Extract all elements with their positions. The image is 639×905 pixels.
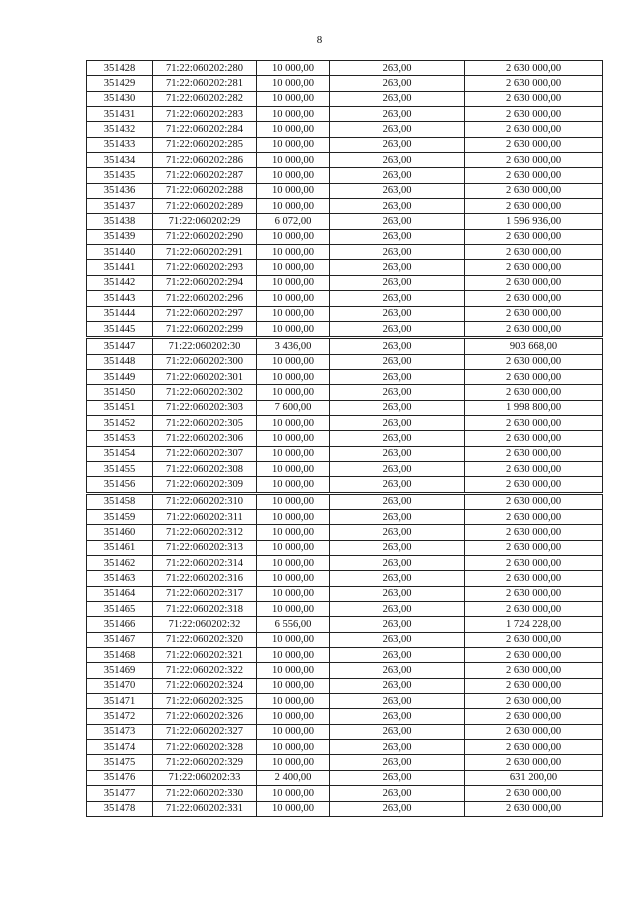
record-number-cell: 351476 <box>87 770 153 785</box>
record-number-cell: 351461 <box>87 540 153 555</box>
cadastral-value-cell: 2 630 000,00 <box>465 107 603 122</box>
record-number-cell: 351429 <box>87 76 153 91</box>
rate-cell: 263,00 <box>330 801 465 816</box>
record-number-cell: 351432 <box>87 122 153 137</box>
table-row <box>87 678 603 693</box>
cadastral-number-cell: 71:22:060202:30 <box>153 338 257 354</box>
cadastral-value-cell: 2 630 000,00 <box>465 260 603 275</box>
cadastral-value-cell: 1 724 228,00 <box>465 617 603 632</box>
area-cell: 6 556,00 <box>257 617 330 632</box>
cadastral-value-cell: 2 630 000,00 <box>465 137 603 152</box>
cadastral-value-cell: 2 630 000,00 <box>465 306 603 321</box>
area-cell: 10 000,00 <box>257 183 330 198</box>
table-row <box>87 617 603 632</box>
cadastral-number-cell: 71:22:060202:313 <box>153 540 257 555</box>
table-row <box>87 107 603 122</box>
record-number-cell: 351428 <box>87 61 153 76</box>
cadastral-number-cell: 71:22:060202:324 <box>153 678 257 693</box>
rate-cell: 263,00 <box>330 617 465 632</box>
record-number-cell: 351441 <box>87 260 153 275</box>
cadastral-value-cell: 2 630 000,00 <box>465 571 603 586</box>
table-row <box>87 338 603 354</box>
record-number-cell: 351464 <box>87 586 153 601</box>
cadastral-number-cell: 71:22:060202:320 <box>153 632 257 647</box>
table-row <box>87 632 603 647</box>
table-row <box>87 571 603 586</box>
rate-cell: 263,00 <box>330 168 465 183</box>
cadastral-number-cell: 71:22:060202:329 <box>153 755 257 770</box>
rate-cell: 263,00 <box>330 770 465 785</box>
cadastral-number-cell: 71:22:060202:326 <box>153 709 257 724</box>
rate-cell: 263,00 <box>330 755 465 770</box>
area-cell: 10 000,00 <box>257 369 330 384</box>
table-row <box>87 431 603 446</box>
record-number-cell: 351467 <box>87 632 153 647</box>
area-cell: 10 000,00 <box>257 632 330 647</box>
cadastral-value-cell: 2 630 000,00 <box>465 415 603 430</box>
table-row <box>87 724 603 739</box>
table-row <box>87 461 603 476</box>
rate-cell: 263,00 <box>330 431 465 446</box>
area-cell: 10 000,00 <box>257 461 330 476</box>
rate-cell: 263,00 <box>330 61 465 76</box>
cadastral-value-cell: 2 630 000,00 <box>465 678 603 693</box>
cadastral-value-cell: 631 200,00 <box>465 770 603 785</box>
rate-cell: 263,00 <box>330 493 465 509</box>
area-cell: 10 000,00 <box>257 740 330 755</box>
record-number-cell: 351462 <box>87 556 153 571</box>
record-number-cell: 351474 <box>87 740 153 755</box>
cadastral-number-cell: 71:22:060202:309 <box>153 477 257 493</box>
table-row <box>87 786 603 801</box>
cadastral-number-cell: 71:22:060202:287 <box>153 168 257 183</box>
area-cell: 10 000,00 <box>257 61 330 76</box>
table-row <box>87 369 603 384</box>
cadastral-value-cell: 2 630 000,00 <box>465 786 603 801</box>
table-row <box>87 183 603 198</box>
cadastral-number-cell: 71:22:060202:285 <box>153 137 257 152</box>
record-number-cell: 351439 <box>87 229 153 244</box>
rate-cell: 263,00 <box>330 137 465 152</box>
area-cell: 10 000,00 <box>257 122 330 137</box>
area-cell: 3 436,00 <box>257 338 330 354</box>
table-row <box>87 755 603 770</box>
cadastral-number-cell: 71:22:060202:302 <box>153 385 257 400</box>
rate-cell: 263,00 <box>330 556 465 571</box>
cadastral-value-cell: 2 630 000,00 <box>465 801 603 816</box>
record-number-cell: 351460 <box>87 525 153 540</box>
cadastral-number-cell: 71:22:060202:293 <box>153 260 257 275</box>
cadastral-value-cell: 2 630 000,00 <box>465 183 603 198</box>
cadastral-value-cell: 2 630 000,00 <box>465 493 603 509</box>
area-cell: 10 000,00 <box>257 91 330 106</box>
rate-cell: 263,00 <box>330 477 465 493</box>
cadastral-value-cell: 2 630 000,00 <box>465 61 603 76</box>
record-number-cell: 351469 <box>87 663 153 678</box>
area-cell: 10 000,00 <box>257 385 330 400</box>
record-number-cell: 351450 <box>87 385 153 400</box>
rate-cell: 263,00 <box>330 76 465 91</box>
record-number-cell: 351442 <box>87 275 153 290</box>
rate-cell: 263,00 <box>330 214 465 229</box>
land-parcel-table <box>86 60 603 817</box>
record-number-cell: 351451 <box>87 400 153 415</box>
area-cell: 10 000,00 <box>257 306 330 321</box>
cadastral-number-cell: 71:22:060202:312 <box>153 525 257 540</box>
rate-cell: 263,00 <box>330 291 465 306</box>
cadastral-value-cell: 1 998 800,00 <box>465 400 603 415</box>
area-cell: 10 000,00 <box>257 153 330 168</box>
cadastral-value-cell: 2 630 000,00 <box>465 540 603 555</box>
table-row <box>87 477 603 493</box>
rate-cell: 263,00 <box>330 107 465 122</box>
cadastral-value-cell: 2 630 000,00 <box>465 321 603 337</box>
rate-cell: 263,00 <box>330 648 465 663</box>
table-row <box>87 709 603 724</box>
cadastral-value-cell: 1 596 936,00 <box>465 214 603 229</box>
table-row <box>87 122 603 137</box>
cadastral-value-cell: 2 630 000,00 <box>465 199 603 214</box>
cadastral-value-cell: 2 630 000,00 <box>465 556 603 571</box>
area-cell: 10 000,00 <box>257 321 330 337</box>
table-row <box>87 168 603 183</box>
table-row <box>87 76 603 91</box>
table-row <box>87 400 603 415</box>
cadastral-number-cell: 71:22:060202:283 <box>153 107 257 122</box>
record-number-cell: 351435 <box>87 168 153 183</box>
rate-cell: 263,00 <box>330 740 465 755</box>
area-cell: 10 000,00 <box>257 446 330 461</box>
cadastral-number-cell: 71:22:060202:317 <box>153 586 257 601</box>
rate-cell: 263,00 <box>330 199 465 214</box>
area-cell: 10 000,00 <box>257 107 330 122</box>
area-cell: 10 000,00 <box>257 586 330 601</box>
cadastral-value-cell: 2 630 000,00 <box>465 245 603 260</box>
cadastral-value-cell: 2 630 000,00 <box>465 153 603 168</box>
table-row <box>87 321 603 337</box>
cadastral-value-cell: 2 630 000,00 <box>465 431 603 446</box>
record-number-cell: 351471 <box>87 694 153 709</box>
area-cell: 10 000,00 <box>257 755 330 770</box>
cadastral-number-cell: 71:22:060202:325 <box>153 694 257 709</box>
cadastral-number-cell: 71:22:060202:314 <box>153 556 257 571</box>
area-cell: 10 000,00 <box>257 648 330 663</box>
record-number-cell: 351463 <box>87 571 153 586</box>
cadastral-number-cell: 71:22:060202:307 <box>153 446 257 461</box>
cadastral-value-cell: 2 630 000,00 <box>465 168 603 183</box>
area-cell: 10 000,00 <box>257 415 330 430</box>
table-row <box>87 275 603 290</box>
cadastral-number-cell: 71:22:060202:328 <box>153 740 257 755</box>
record-number-cell: 351472 <box>87 709 153 724</box>
cadastral-value-cell: 2 630 000,00 <box>465 632 603 647</box>
record-number-cell: 351453 <box>87 431 153 446</box>
cadastral-value-cell: 2 630 000,00 <box>465 694 603 709</box>
cadastral-value-cell: 2 630 000,00 <box>465 275 603 290</box>
cadastral-value-cell: 2 630 000,00 <box>465 740 603 755</box>
cadastral-number-cell: 71:22:060202:300 <box>153 354 257 369</box>
rate-cell: 263,00 <box>330 525 465 540</box>
table-row <box>87 556 603 571</box>
area-cell: 10 000,00 <box>257 275 330 290</box>
cadastral-number-cell: 71:22:060202:303 <box>153 400 257 415</box>
area-cell: 10 000,00 <box>257 663 330 678</box>
area-cell: 10 000,00 <box>257 260 330 275</box>
rate-cell: 263,00 <box>330 724 465 739</box>
record-number-cell: 351445 <box>87 321 153 337</box>
cadastral-number-cell: 71:22:060202:311 <box>153 509 257 524</box>
rate-cell: 263,00 <box>330 602 465 617</box>
table-row <box>87 291 603 306</box>
record-number-cell: 351456 <box>87 477 153 493</box>
area-cell: 10 000,00 <box>257 76 330 91</box>
table-row <box>87 694 603 709</box>
cadastral-value-cell: 2 630 000,00 <box>465 663 603 678</box>
cadastral-number-cell: 71:22:060202:321 <box>153 648 257 663</box>
rate-cell: 263,00 <box>330 275 465 290</box>
cadastral-number-cell: 71:22:060202:288 <box>153 183 257 198</box>
record-number-cell: 351459 <box>87 509 153 524</box>
cadastral-number-cell: 71:22:060202:296 <box>153 291 257 306</box>
rate-cell: 263,00 <box>330 245 465 260</box>
record-number-cell: 351478 <box>87 801 153 816</box>
cadastral-number-cell: 71:22:060202:316 <box>153 571 257 586</box>
rate-cell: 263,00 <box>330 260 465 275</box>
table-row <box>87 770 603 785</box>
table-row <box>87 354 603 369</box>
cadastral-value-cell: 2 630 000,00 <box>465 446 603 461</box>
cadastral-number-cell: 71:22:060202:331 <box>153 801 257 816</box>
cadastral-value-cell: 2 630 000,00 <box>465 509 603 524</box>
rate-cell: 263,00 <box>330 321 465 337</box>
cadastral-value-cell: 2 630 000,00 <box>465 229 603 244</box>
rate-cell: 263,00 <box>330 183 465 198</box>
cadastral-value-cell: 2 630 000,00 <box>465 586 603 601</box>
area-cell: 10 000,00 <box>257 540 330 555</box>
area-cell: 10 000,00 <box>257 602 330 617</box>
area-cell: 6 072,00 <box>257 214 330 229</box>
record-number-cell: 351438 <box>87 214 153 229</box>
record-number-cell: 351470 <box>87 678 153 693</box>
record-number-cell: 351440 <box>87 245 153 260</box>
cadastral-value-cell: 903 668,00 <box>465 338 603 354</box>
record-number-cell: 351433 <box>87 137 153 152</box>
table-row <box>87 509 603 524</box>
area-cell: 2 400,00 <box>257 770 330 785</box>
rate-cell: 263,00 <box>330 571 465 586</box>
record-number-cell: 351434 <box>87 153 153 168</box>
rate-cell: 263,00 <box>330 369 465 384</box>
table-row <box>87 602 603 617</box>
rate-cell: 263,00 <box>330 586 465 601</box>
area-cell: 10 000,00 <box>257 801 330 816</box>
cadastral-number-cell: 71:22:060202:297 <box>153 306 257 321</box>
table-row <box>87 525 603 540</box>
cadastral-value-cell: 2 630 000,00 <box>465 291 603 306</box>
cadastral-number-cell: 71:22:060202:330 <box>153 786 257 801</box>
cadastral-value-cell: 2 630 000,00 <box>465 602 603 617</box>
cadastral-value-cell: 2 630 000,00 <box>465 755 603 770</box>
rate-cell: 263,00 <box>330 694 465 709</box>
cadastral-number-cell: 71:22:060202:280 <box>153 61 257 76</box>
rate-cell: 263,00 <box>330 122 465 137</box>
rate-cell: 263,00 <box>330 91 465 106</box>
record-number-cell: 351477 <box>87 786 153 801</box>
table-row <box>87 91 603 106</box>
area-cell: 10 000,00 <box>257 525 330 540</box>
area-cell: 10 000,00 <box>257 786 330 801</box>
page-number: 8 <box>316 34 323 46</box>
table-row <box>87 648 603 663</box>
cadastral-number-cell: 71:22:060202:294 <box>153 275 257 290</box>
rate-cell: 263,00 <box>330 786 465 801</box>
cadastral-number-cell: 71:22:060202:322 <box>153 663 257 678</box>
record-number-cell: 351444 <box>87 306 153 321</box>
record-number-cell: 351468 <box>87 648 153 663</box>
cadastral-value-cell: 2 630 000,00 <box>465 354 603 369</box>
cadastral-number-cell: 71:22:060202:33 <box>153 770 257 785</box>
record-number-cell: 351466 <box>87 617 153 632</box>
cadastral-number-cell: 71:22:060202:290 <box>153 229 257 244</box>
cadastral-number-cell: 71:22:060202:291 <box>153 245 257 260</box>
rate-cell: 263,00 <box>330 306 465 321</box>
table-row <box>87 245 603 260</box>
table-row <box>87 801 603 816</box>
record-number-cell: 351465 <box>87 602 153 617</box>
cadastral-number-cell: 71:22:060202:318 <box>153 602 257 617</box>
table-row <box>87 137 603 152</box>
rate-cell: 263,00 <box>330 446 465 461</box>
cadastral-number-cell: 71:22:060202:310 <box>153 493 257 509</box>
record-number-cell: 351431 <box>87 107 153 122</box>
record-number-cell: 351449 <box>87 369 153 384</box>
cadastral-number-cell: 71:22:060202:289 <box>153 199 257 214</box>
record-number-cell: 351436 <box>87 183 153 198</box>
area-cell: 10 000,00 <box>257 354 330 369</box>
table-row <box>87 540 603 555</box>
area-cell: 10 000,00 <box>257 199 330 214</box>
area-cell: 10 000,00 <box>257 229 330 244</box>
record-number-cell: 351448 <box>87 354 153 369</box>
cadastral-value-cell: 2 630 000,00 <box>465 91 603 106</box>
area-cell: 10 000,00 <box>257 431 330 446</box>
table-row <box>87 229 603 244</box>
area-cell: 10 000,00 <box>257 571 330 586</box>
area-cell: 10 000,00 <box>257 137 330 152</box>
cadastral-number-cell: 71:22:060202:286 <box>153 153 257 168</box>
record-number-cell: 351447 <box>87 338 153 354</box>
cadastral-value-cell: 2 630 000,00 <box>465 648 603 663</box>
cadastral-number-cell: 71:22:060202:327 <box>153 724 257 739</box>
cadastral-number-cell: 71:22:060202:306 <box>153 431 257 446</box>
area-cell: 10 000,00 <box>257 724 330 739</box>
table-row <box>87 493 603 509</box>
cadastral-value-cell: 2 630 000,00 <box>465 385 603 400</box>
area-cell: 10 000,00 <box>257 678 330 693</box>
record-number-cell: 351452 <box>87 415 153 430</box>
rate-cell: 263,00 <box>330 709 465 724</box>
rate-cell: 263,00 <box>330 415 465 430</box>
table-row <box>87 663 603 678</box>
cadastral-number-cell: 71:22:060202:305 <box>153 415 257 430</box>
table-row <box>87 586 603 601</box>
rate-cell: 263,00 <box>330 153 465 168</box>
table-row <box>87 153 603 168</box>
record-number-cell: 351437 <box>87 199 153 214</box>
rate-cell: 263,00 <box>330 540 465 555</box>
table-row <box>87 740 603 755</box>
record-number-cell: 351473 <box>87 724 153 739</box>
record-number-cell: 351443 <box>87 291 153 306</box>
rate-cell: 263,00 <box>330 400 465 415</box>
rate-cell: 263,00 <box>330 632 465 647</box>
area-cell: 7 600,00 <box>257 400 330 415</box>
rate-cell: 263,00 <box>330 509 465 524</box>
area-cell: 10 000,00 <box>257 168 330 183</box>
rate-cell: 263,00 <box>330 461 465 476</box>
area-cell: 10 000,00 <box>257 709 330 724</box>
area-cell: 10 000,00 <box>257 493 330 509</box>
table-row <box>87 61 603 76</box>
cadastral-number-cell: 71:22:060202:281 <box>153 76 257 91</box>
area-cell: 10 000,00 <box>257 694 330 709</box>
table-row <box>87 306 603 321</box>
rate-cell: 263,00 <box>330 354 465 369</box>
table-row <box>87 214 603 229</box>
cadastral-value-cell: 2 630 000,00 <box>465 369 603 384</box>
cadastral-value-cell: 2 630 000,00 <box>465 709 603 724</box>
cadastral-value-cell: 2 630 000,00 <box>465 461 603 476</box>
table-row <box>87 446 603 461</box>
table-row <box>87 385 603 400</box>
record-number-cell: 351455 <box>87 461 153 476</box>
rate-cell: 263,00 <box>330 678 465 693</box>
cadastral-number-cell: 71:22:060202:301 <box>153 369 257 384</box>
record-number-cell: 351458 <box>87 493 153 509</box>
cadastral-value-cell: 2 630 000,00 <box>465 76 603 91</box>
area-cell: 10 000,00 <box>257 556 330 571</box>
area-cell: 10 000,00 <box>257 291 330 306</box>
area-cell: 10 000,00 <box>257 509 330 524</box>
table-row <box>87 260 603 275</box>
table-row <box>87 415 603 430</box>
table-body <box>87 61 603 817</box>
rate-cell: 263,00 <box>330 229 465 244</box>
cadastral-value-cell: 2 630 000,00 <box>465 122 603 137</box>
cadastral-value-cell: 2 630 000,00 <box>465 477 603 493</box>
cadastral-value-cell: 2 630 000,00 <box>465 724 603 739</box>
record-number-cell: 351475 <box>87 755 153 770</box>
cadastral-number-cell: 71:22:060202:299 <box>153 321 257 337</box>
rate-cell: 263,00 <box>330 385 465 400</box>
record-number-cell: 351454 <box>87 446 153 461</box>
rate-cell: 263,00 <box>330 663 465 678</box>
cadastral-number-cell: 71:22:060202:308 <box>153 461 257 476</box>
cadastral-number-cell: 71:22:060202:32 <box>153 617 257 632</box>
cadastral-number-cell: 71:22:060202:284 <box>153 122 257 137</box>
area-cell: 10 000,00 <box>257 245 330 260</box>
table-row <box>87 199 603 214</box>
record-number-cell: 351430 <box>87 91 153 106</box>
cadastral-number-cell: 71:22:060202:29 <box>153 214 257 229</box>
area-cell: 10 000,00 <box>257 477 330 493</box>
rate-cell: 263,00 <box>330 338 465 354</box>
cadastral-value-cell: 2 630 000,00 <box>465 525 603 540</box>
cadastral-number-cell: 71:22:060202:282 <box>153 91 257 106</box>
